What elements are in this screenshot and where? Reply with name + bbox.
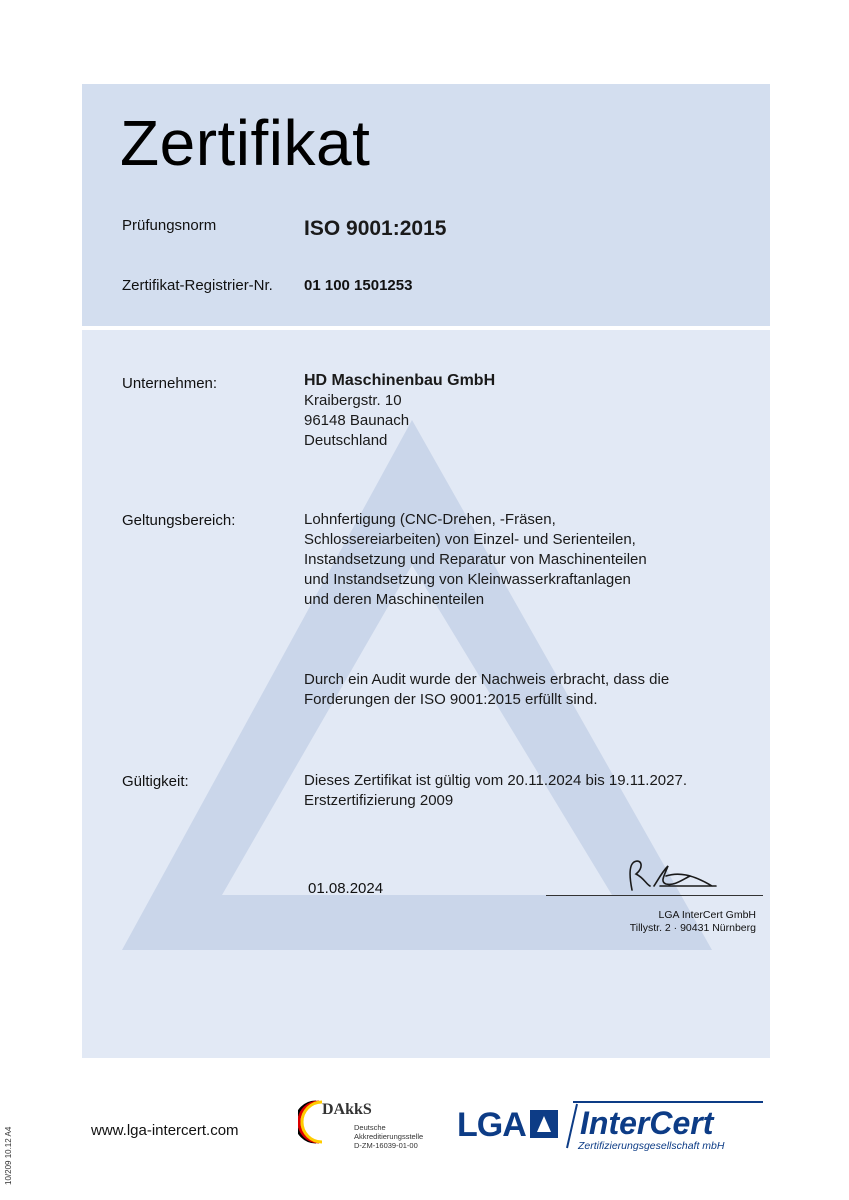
scope-line: Schlossereiarbeiten) von Einzel- und Serienteilen, <box>304 531 636 548</box>
lga-brand-left: LGA <box>457 1106 526 1144</box>
address-line: Kraibergstr. 10 <box>304 392 402 409</box>
signature-icon <box>620 856 720 896</box>
registry-label: Zertifikat-Registrier-Nr. <box>122 277 273 294</box>
company-block <box>304 371 495 451</box>
validity-text <box>304 771 687 811</box>
scope-label: Geltungsbereich: <box>122 512 236 529</box>
issuer-block <box>560 909 756 935</box>
norm-value: ISO 9001:2015 <box>304 217 447 240</box>
scope-text <box>304 510 647 610</box>
issuer-name: LGA InterCert GmbH <box>658 909 756 921</box>
website-link[interactable]: www.lga-intercert.com <box>91 1122 239 1139</box>
scope-line: und Instandsetzung von Kleinwasserkraftanlagen <box>304 571 631 588</box>
scope-line: Lohnfertigung (CNC-Drehen, -Fräsen, <box>304 511 556 528</box>
lga-brand-right: InterCert <box>580 1105 714 1141</box>
registry-number: 01 100 1501253 <box>304 277 413 294</box>
company-name: HD Maschinenbau GmbH <box>304 372 496 389</box>
norm-label: Prüfungsnorm <box>122 217 217 234</box>
company-label: Unternehmen: <box>122 375 218 392</box>
validity-line: Dieses Zertifikat ist gültig vom 20.11.2024 bis 19.11.2027. <box>304 772 687 789</box>
audit-statement <box>304 670 669 710</box>
validity-label: Gültigkeit: <box>122 773 189 790</box>
address-line: 96148 Baunach <box>304 412 410 429</box>
validity-line: Erstzertifizierung 2009 <box>304 792 454 809</box>
audit-line: Forderungen der ISO 9001:2015 erfüllt sind. <box>304 691 598 708</box>
signature-line <box>546 895 763 896</box>
scope-line: und deren Maschinenteilen <box>304 591 485 608</box>
address-line: Deutschland <box>304 432 388 449</box>
document-code: 10/209 10.12 A4 <box>4 1126 13 1185</box>
dakks-name: DAkkS <box>322 1101 372 1118</box>
lga-tagline: Zertifizierungsgesellschaft mbH <box>578 1140 725 1152</box>
certificate-title: Zertifikat <box>120 107 371 179</box>
audit-line: Durch ein Audit wurde der Nachweis erbracht, dass die <box>304 671 670 688</box>
scope-line: Instandsetzung und Reparatur von Maschinenteilen <box>304 551 647 568</box>
issue-date: 01.08.2024 <box>308 880 384 897</box>
issuer-address: Tillystr. 2 · 90431 Nürnberg <box>629 922 756 934</box>
dakks-subtext: Deutsche Akkreditierungsstelle D-ZM-16039-01-00 <box>354 1123 424 1150</box>
